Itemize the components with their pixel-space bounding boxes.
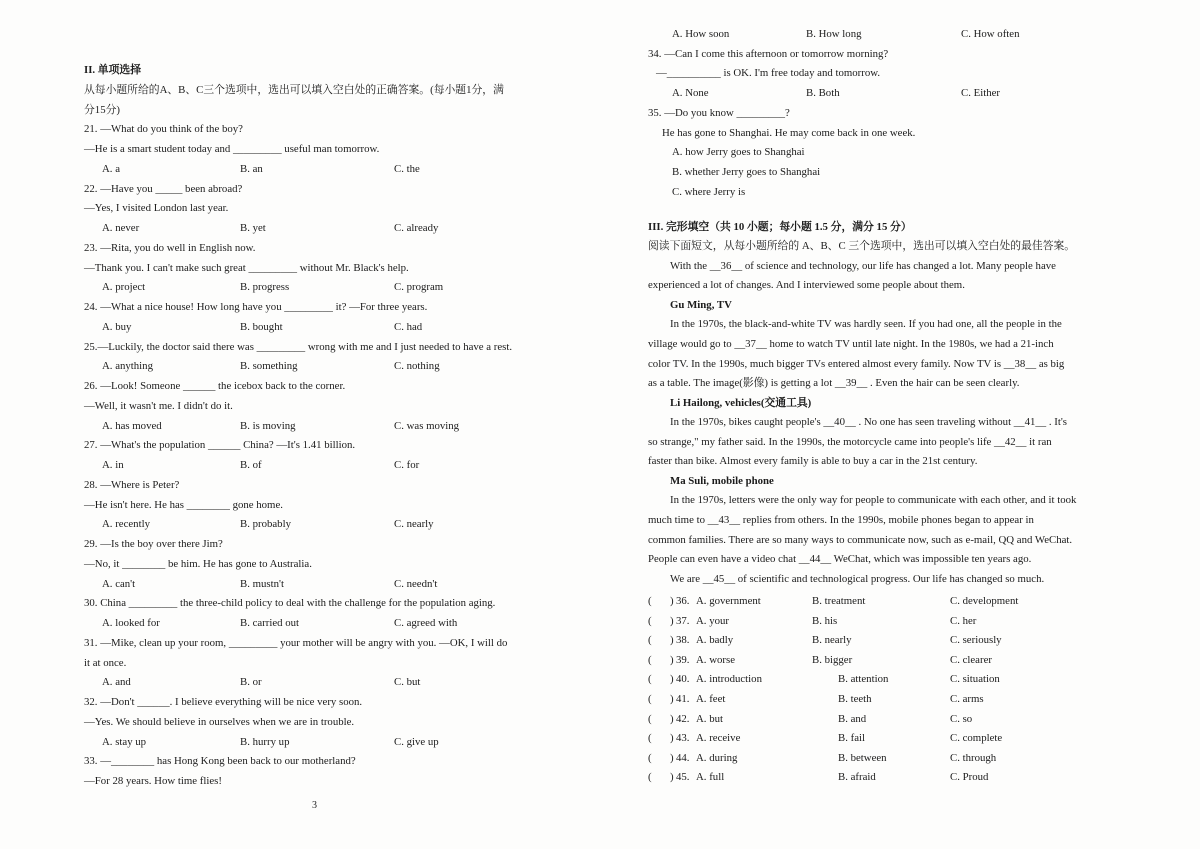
- answer-option: C. her: [950, 614, 977, 627]
- passage-line: as a table. The image(影像) is getting a lot __39__ . Even the hair can be seen clearly.: [648, 377, 1020, 390]
- passage-line: much time to __43__ replies from others. In the 1990s, mobile phones began to appear in: [648, 513, 1034, 526]
- question-number: 43.: [676, 732, 690, 745]
- answer-option: C. the: [394, 162, 420, 175]
- passage-line: village would go to __37__ home to watch TV until late night. In the 1980s, we had a 21-inch: [648, 338, 1054, 350]
- answer-option: A. receive: [696, 732, 741, 745]
- answer-bracket: ): [670, 751, 674, 764]
- answer-bracket: ): [670, 771, 674, 784]
- answer-bracket: (: [648, 673, 652, 686]
- passage-subheading: Ma Suli, mobile phone: [670, 474, 774, 487]
- question-line: —He isn't here. He has ________ gone home.: [84, 498, 283, 511]
- question-line: 22. —Have you _____ been abroad?: [84, 182, 243, 195]
- question-line: 25.—Luckily, the doctor said there was _________ wrong with me and I just needed to have a rest.: [84, 340, 513, 353]
- question-number: 37.: [676, 614, 690, 627]
- answer-option: B. treatment: [812, 595, 866, 607]
- answer-option: A. introduction: [696, 673, 762, 686]
- question-line: 32. —Don't ______. I believe everything will be nice very soon.: [84, 696, 363, 708]
- answer-option: A. in: [102, 459, 124, 471]
- answer-bracket: ): [670, 693, 674, 705]
- answer-bracket: ): [670, 595, 674, 607]
- answer-option: B. whether Jerry goes to Shanghai: [672, 165, 821, 178]
- question-number: 38.: [676, 634, 690, 647]
- question-line: —Yes. We should believe in ourselves when we are in trouble.: [84, 715, 355, 728]
- right-page: [648, 0, 1123, 849]
- answer-option: B. bigger: [812, 653, 853, 666]
- answer-option: A. has moved: [102, 419, 162, 432]
- question-line: —He is a smart student today and _________ useful man tomorrow.: [84, 143, 380, 155]
- answer-option: B. progress: [240, 281, 290, 294]
- answer-option: A. but: [696, 712, 723, 725]
- answer-bracket: ): [670, 732, 674, 745]
- question-line: 26. —Look! Someone ______ the icebox back to the corner.: [84, 380, 346, 392]
- answer-option: C. agreed with: [394, 617, 458, 629]
- question-line: 27. —What's the population ______ China? —It's 1.41 billion.: [84, 439, 356, 452]
- passage-line: so strange," my father said. In the 1990s, the motorcycle came into people's life __42__ it ran: [648, 435, 1052, 448]
- answer-option: B. between: [838, 751, 887, 764]
- answer-option: C. arms: [950, 693, 984, 705]
- answer-option: C. program: [394, 281, 444, 294]
- answer-option: B. afraid: [838, 771, 876, 784]
- answer-option: B. or: [240, 676, 262, 689]
- answer-bracket: ): [670, 712, 674, 725]
- section-title: II. 单项选择: [84, 64, 141, 76]
- answer-option: B. How long: [806, 28, 862, 40]
- answer-option: C. needn't: [394, 577, 438, 590]
- answer-bracket: (: [648, 771, 652, 784]
- page-gutter: [600, 0, 601, 849]
- answer-option: C. was moving: [394, 419, 460, 432]
- passage-line: common families. There are so many ways to communicate now, such as e-mail, QQ and WeChat.: [648, 533, 1073, 546]
- question-line: 28. —Where is Peter?: [84, 478, 180, 491]
- section-title: III. 完形填空（共 10 小题；每小题 1.5 分，满分 15 分）: [648, 221, 912, 233]
- passage-line: In the 1970s, letters were the only way for people to communicate with each other, and it took: [670, 494, 1077, 507]
- answer-option: B. teeth: [838, 693, 872, 705]
- question-line: 29. —Is the boy over there Jim?: [84, 538, 223, 550]
- answer-bracket: (: [648, 614, 652, 627]
- passage-line: People can even have a video chat __44__ WeChat, which was impossible ten years ago.: [648, 553, 1032, 566]
- answer-option: B. nearly: [812, 634, 852, 647]
- answer-option: B. probably: [240, 518, 291, 531]
- question-line: 24. —What a nice house! How long have you _________ it? —For three years.: [84, 301, 428, 313]
- question-line: —__________ is OK. I'm free today and tomorrow.: [656, 67, 881, 80]
- answer-bracket: (: [648, 595, 652, 607]
- answer-bracket: ): [670, 673, 674, 686]
- answer-option: C. Proud: [950, 771, 989, 784]
- question-line: 21. —What do you think of the boy?: [84, 123, 243, 136]
- question-line: 34. —Can I come this afternoon or tomorrow morning?: [648, 47, 889, 60]
- answer-option: C. complete: [950, 732, 1003, 745]
- answer-option: A. feet: [696, 693, 726, 705]
- answer-option: B. hurry up: [240, 735, 290, 748]
- answer-option: B. carried out: [240, 617, 300, 629]
- answer-option: A. anything: [102, 360, 153, 373]
- answer-bracket: (: [648, 653, 652, 666]
- passage-line: We are __45__ of scientific and technological progress. Our life has changed so much.: [670, 572, 1045, 585]
- answer-option: B. Both: [806, 87, 840, 100]
- question-number: 39.: [676, 653, 690, 666]
- answer-option: A. government: [696, 595, 761, 607]
- answer-option: B. an: [240, 162, 263, 175]
- answer-option: C. nearly: [394, 518, 434, 531]
- answer-option: A. how Jerry goes to Shanghai: [672, 146, 805, 159]
- answer-option: A. How soon: [672, 28, 730, 40]
- passage-line: experienced a lot of changes. And I interviewed some people about them.: [648, 279, 965, 292]
- answer-option: A. can't: [102, 577, 136, 590]
- answer-option: C. already: [394, 222, 439, 234]
- instructions-line: 分15分): [84, 103, 120, 116]
- answer-option: B. of: [240, 459, 262, 471]
- answer-bracket: (: [648, 693, 652, 705]
- answer-option: A. buy: [102, 320, 132, 333]
- question-number: 36.: [676, 595, 690, 607]
- page-number: 3: [312, 800, 317, 811]
- passage-subheading: Gu Ming, TV: [670, 298, 732, 311]
- passage-line: faster than bike. Almost every family is able to buy a car in the 21st century.: [648, 455, 978, 468]
- answer-option: A. never: [102, 222, 140, 234]
- answer-option: B. and: [838, 712, 867, 725]
- answer-option: C. situation: [950, 673, 1000, 686]
- question-number: 42.: [676, 712, 690, 725]
- question-line: it at once.: [84, 656, 127, 669]
- answer-option: C. How often: [961, 28, 1020, 40]
- answer-option: C. had: [394, 320, 423, 333]
- answer-option: A. badly: [696, 634, 734, 647]
- answer-bracket: (: [648, 751, 652, 764]
- answer-option: A. recently: [102, 518, 150, 531]
- answer-bracket: ): [670, 653, 674, 666]
- answer-option: A. None: [672, 87, 709, 100]
- answer-option: A. your: [696, 614, 729, 627]
- answer-option: C. give up: [394, 735, 439, 748]
- answer-option: C. where Jerry is: [672, 185, 746, 198]
- answer-bracket: ): [670, 614, 674, 627]
- answer-option: C. so: [950, 712, 973, 725]
- answer-option: B. mustn't: [240, 577, 284, 590]
- answer-bracket: ): [670, 634, 674, 647]
- answer-option: B. his: [812, 614, 838, 627]
- answer-option: A. during: [696, 751, 738, 764]
- question-number: 44.: [676, 751, 690, 764]
- answer-bracket: (: [648, 712, 652, 725]
- question-line: 23. —Rita, you do well in English now.: [84, 241, 256, 254]
- question-line: —No, it ________ be him. He has gone to Australia.: [84, 557, 312, 570]
- question-line: 33. —________ has Hong Kong been back to our motherland?: [84, 755, 356, 768]
- answer-option: C. through: [950, 751, 997, 764]
- answer-option: C. but: [394, 676, 421, 689]
- answer-option: C. seriously: [950, 634, 1002, 647]
- answer-option: A. looked for: [102, 617, 160, 629]
- answer-option: A. a: [102, 162, 120, 175]
- question-line: —For 28 years. How time flies!: [84, 775, 222, 787]
- question-line: 35. —Do you know _________?: [648, 106, 790, 119]
- passage-subheading: Li Hailong, vehicles(交通工具): [670, 396, 812, 409]
- answer-option: B. is moving: [240, 419, 296, 432]
- question-number: 45.: [676, 771, 690, 784]
- answer-option: B. attention: [838, 673, 889, 686]
- question-line: 31. —Mike, clean up your room, _________ your mother will be angry with you. —OK, I will do: [84, 636, 508, 649]
- question-line: —Well, it wasn't me. I didn't do it.: [84, 399, 233, 412]
- instructions-line: 阅读下面短文，从每小题所给的 A、B、C 三个选项中，选出可以填入空白处的最佳答案。: [648, 240, 1076, 253]
- passage-line: In the 1970s, the black-and-white TV was hardly seen. If you had one, all the people in the: [670, 318, 1062, 331]
- question-line: —Thank you. I can't make such great _________ without Mr. Black's help.: [84, 261, 409, 274]
- answer-option: C. development: [950, 595, 1019, 607]
- answer-option: A. full: [696, 771, 725, 784]
- answer-option: B. fail: [838, 732, 865, 745]
- answer-option: A. stay up: [102, 735, 147, 748]
- answer-option: A. worse: [696, 653, 735, 666]
- answer-option: C. nothing: [394, 360, 440, 373]
- answer-option: A. and: [102, 676, 131, 689]
- question-line: He has gone to Shanghai. He may come back in one week.: [662, 126, 916, 139]
- answer-option: C. Either: [961, 87, 1000, 100]
- answer-option: A. project: [102, 281, 146, 294]
- question-line: —Yes, I visited London last year.: [84, 202, 229, 215]
- answer-option: B. bought: [240, 320, 283, 333]
- answer-bracket: (: [648, 634, 652, 647]
- answer-bracket: (: [648, 732, 652, 745]
- passage-line: color TV. In the 1990s, much bigger TVs entered almost every family. Now TV is __38__ as big: [648, 357, 1065, 370]
- answer-option: B. yet: [240, 222, 266, 234]
- question-number: 40.: [676, 673, 690, 686]
- passage-line: In the 1970s, bikes caught people's __40__ . No one has seen traveling without __41__ . It's: [670, 416, 1068, 429]
- left-page: [84, 0, 564, 849]
- question-line: 30. China _________ the three-child policy to deal with the challenge for the population aging.: [84, 597, 496, 610]
- answer-option: B. something: [240, 360, 298, 373]
- answer-option: C. clearer: [950, 653, 992, 666]
- instructions-line: 从每小题所给的A、B、C三个选项中，选出可以填入空白处的正确答案。(每小题1分，满: [84, 83, 504, 96]
- question-number: 41.: [676, 693, 690, 705]
- passage-line: With the __36__ of science and technology, our life has changed a lot. Many people have: [670, 259, 1056, 272]
- answer-option: C. for: [394, 459, 420, 471]
